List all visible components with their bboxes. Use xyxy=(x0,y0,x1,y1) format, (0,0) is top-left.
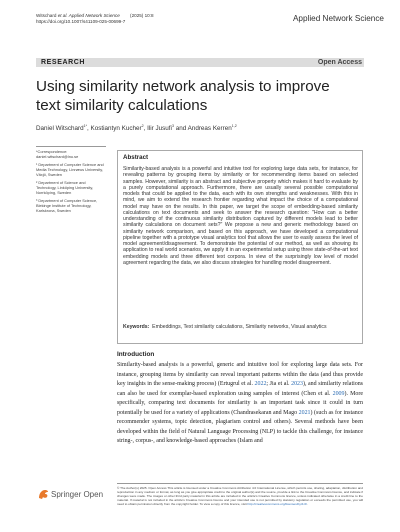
affiliation: ¹ Department of Computer Science and Media Technology, Linnæus University, Växjö, Sweden xyxy=(36,162,104,177)
author-affiliation-mark: 1,2 xyxy=(231,124,237,128)
author-affiliation-mark: 2 xyxy=(141,124,144,128)
springer-horse-icon xyxy=(36,487,111,501)
section-heading: Introduction xyxy=(117,351,155,358)
sidebar-divider xyxy=(36,146,106,147)
keywords-list: Embeddings, Text similarity calculations, Similarity networks, Visual analytics xyxy=(152,324,327,330)
license-body: © The Author(s) 2025. Open Access This article is licensed under a Creative Commons Attribution 4.0 International License, which permits use, sharing, adaptation, distribution and reproduction in any medium or format, as long as you give appropriate credit to the original author(s) and the source, provide a link to the Creative Commons licence, and indicate if changes were made. The images or other third party material in this article are included in the article's Creative Commons licence, unless indicated otherwise in a credit line to the material. If material is not included in the article's Creative Commons licence and your intended use is not permitted by statutory regulation or exceeds the permitted use, you will need to obtain permission directly from the copyright holder. To view a copy of this licence, visit xyxy=(117,486,363,507)
citation-link[interactable]: 2009 xyxy=(332,390,345,397)
publisher-name: Springer Open xyxy=(51,490,104,499)
doi-link[interactable]: https://doi.org/10.1007/s41109-025-00699-7 xyxy=(36,19,126,24)
affiliation: ³ Department of Computer Science, Blekinge Institute of Technology, Karlskrona, Sweden xyxy=(36,198,98,213)
citation-year: (2025) 10:8 xyxy=(119,13,154,18)
citation-header xyxy=(36,13,154,25)
open-access-label: Open Access xyxy=(317,58,362,66)
citation-link[interactable]: 2021 xyxy=(298,409,311,416)
license-end: . xyxy=(306,502,308,507)
paragraph-text: ), and similarity relations can also be used for exemplar-based exploration using samples of interest (Chen et al. xyxy=(117,381,363,397)
article-type-band xyxy=(36,58,364,67)
license-link[interactable]: http://creativecommons.org/licenses/by/4.0/ xyxy=(247,502,307,507)
paragraph-text: ; Jia et al. xyxy=(266,381,292,388)
citation-link[interactable]: 2022 xyxy=(254,381,267,388)
footer-divider xyxy=(117,483,363,484)
affiliation: ² Department of Science and Technology, Linköping University, Norrköping, Sweden xyxy=(36,180,94,195)
abstract-heading: Abstract xyxy=(123,154,149,161)
affiliations-sidebar xyxy=(36,149,106,216)
citation-authors: Witschard xyxy=(36,13,58,18)
correspondence-label: *Correspondence: xyxy=(36,149,68,154)
author-name[interactable]: and Andreas Kerren xyxy=(173,125,232,133)
citation-journal: et al. Applied Network Science xyxy=(57,13,120,18)
author-affiliation-mark: 1* xyxy=(83,124,87,128)
license-text xyxy=(117,486,363,506)
author-name[interactable]: Daniel Witschard xyxy=(36,125,84,133)
keywords-label: Keywords: xyxy=(123,324,150,330)
correspondence-email[interactable]: daniel.witschard@lnu.se xyxy=(36,154,79,159)
author-list xyxy=(36,124,237,132)
author-name[interactable]: , Ilir Jusufi xyxy=(143,125,172,133)
page-title: Using similarity network analysis to improve text similarity calculations xyxy=(36,78,330,114)
paragraph-text: ). More specifically, comparing text documents for similarity is an important task since it could in turn potentially be used for a variety of applications (Chandrasekaran and Mago xyxy=(117,390,363,416)
author-affiliation-mark: 3 xyxy=(171,124,174,128)
author-name[interactable]: , Kostiantyn Kucher xyxy=(87,125,142,133)
journal-name: Applied Network Science xyxy=(292,14,384,23)
keywords xyxy=(123,324,358,330)
citation-link[interactable]: 2023 xyxy=(291,381,303,388)
article-type-label: RESEARCH xyxy=(41,58,86,66)
body-paragraph xyxy=(117,361,363,447)
springer-open-logo xyxy=(36,487,111,501)
paragraph-text: Similarity-based analysis is a powerful, generic and intuitive tool for exploring large data sets. For instance, grouping items by similarity can reveal important patterns within the data (and thus provide key insights in the sense-making process) (Ertugrul et al. xyxy=(117,362,363,388)
abstract-text: Similarity-based analysis is a powerful and intuitive tool for exploring large data sets, for instance, for revealing patterns by grouping items by similarity or for recommending items based on selected samples. However, similarity is an abstract and subjective property which makes it hard to evaluate by a purely computational approach. Furthermore, there are usually several possible computational models that could be applied to the data, each with its own strengths and weaknesses. With this in mind, we aim to extend the research frontier regarding what impact the choice of a computational model may have on the results. In this paper, we target the scope of embedding-based similarity calculations on text documents and seek to answer the research question: "How can a better understanding of the continuous similarity distribution captured by different models lead to better similarity calculations on document sets?" We propose a new and generic methodology based on similarity network comparison, and based on this approach, we have developed a computational pipeline together with a prototype visual analytics tool that allows the user to easily assess the level of model agreement/disagreement. To demonstrate the potential of our method, as well as showing its application to real world scenarios, we apply it in an experimental setup using three state-of-the-art text embedding models and three different text corpora. In view of the surprisingly low level of model agreement regarding the data, we also discuss strategies for handling model disagreement. xyxy=(123,166,358,266)
paragraph-text: ) (such as for instance recommender systems, topic detection, plagiarism control and others). Several methods have been developed within the field of Natural Language Processing (NLP) to tackle this challenge, for instance string-, corpus-, and knowledge-based approaches (Islam and xyxy=(117,409,363,445)
